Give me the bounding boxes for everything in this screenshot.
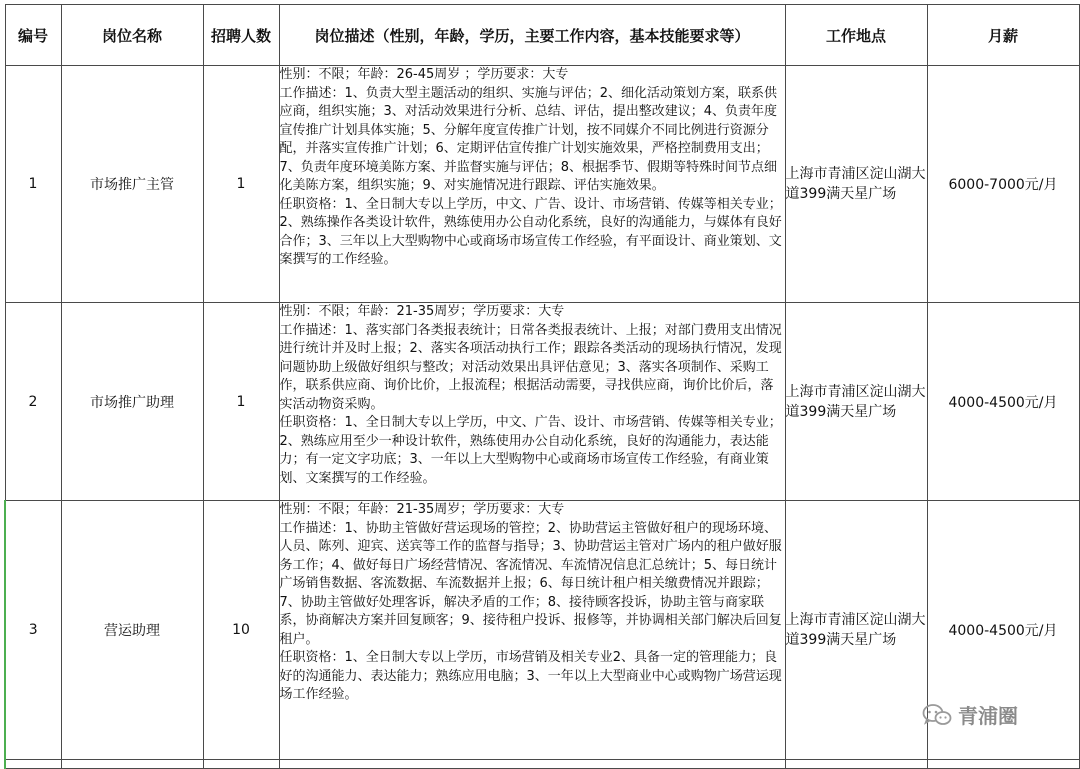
- wechat-icon: [922, 703, 952, 727]
- job-table: [4, 4, 1080, 769]
- table-row: [5, 66, 1079, 303]
- header-desc: 岗位描述（性别，年龄，学历，主要工作内容，基本技能要求等）: [279, 5, 785, 66]
- header-row: [5, 5, 1079, 66]
- row-salary: 4000-4500元/月: [927, 303, 1079, 501]
- header-location: 工作地点: [785, 5, 927, 66]
- desc-duties: 工作描述：1、负责大型主题活动的组织、实施与评估；2、细化活动策划方案，联系供应商，组织实施；3、对活动效果进行分析、总结、评估，提出整改建议；4、负责年度宣传推广计划具体实施；5、分解年度宣传推广计划，按不同媒介不同比例进行资源分配，并落实宣传推广计划；6、定期评估宣传推广计划实施效果，严格控制费用支出；7、负责年度环境美陈方案、并监督实施与评估；8、根据季节、假期等特殊时间节点细化美陈方案，组织实施；9、对实施情况进行跟踪、评估实施效果。: [279, 85, 778, 193]
- header-count: 招聘人数: [203, 5, 279, 66]
- row-location: 上海市青浦区淀山湖大道399满天星广场: [785, 66, 927, 303]
- row-title: 市场推广主管: [61, 66, 203, 303]
- desc-requirements: 性别：不限；年龄：26-45周岁 ；学历要求：大专: [279, 67, 569, 82]
- desc-qualifications: 任职资格：1、全日制大专以上学历，市场营销及相关专业2、具备一定的管理能力；良好的沟通能力、表达能力；熟练应用电脑；3、一年以上大型商业中心或购物广场营运现场工作经验。: [279, 650, 782, 702]
- header-salary: 月薪: [927, 5, 1079, 66]
- row-location: 上海市青浦区淀山湖大道399满天星广场: [785, 501, 927, 760]
- table-row: [5, 501, 1079, 760]
- row-no: 2: [5, 303, 61, 501]
- watermark-text: 青浦圈: [958, 704, 1018, 728]
- row-location: 上海市青浦区淀山湖大道399满天星广场: [785, 303, 927, 501]
- row-desc: [279, 66, 785, 303]
- table-row: [5, 303, 1079, 501]
- row-title: 营运助理: [61, 501, 203, 760]
- row-no: 3: [5, 501, 61, 760]
- row-salary: 6000-7000元/月: [927, 66, 1079, 303]
- row-count: 10: [203, 501, 279, 760]
- watermark: [922, 700, 1018, 729]
- row-salary: 4000-4500元/月: [927, 501, 1079, 760]
- desc-duties: 工作描述：1、协助主管做好营运现场的管控；2、协助营运主管做好租户的现场环境、人员、陈列、迎宾、送宾等工作的监督与指导；3、协助营运主管对广场内的租户做好服务工作；4、做好每日广场经营情况、客流情况、车流情况信息汇总统计；5、每日统计广场销售数据、客流数据、车流数据并上报；6、每日统计租户相关缴费情况并跟踪；7、协助主管做好处理客诉，解决矛盾的工作；8、接待顾客投诉，协助主管与商家联系，协商解决方案并回复顾客；9、接待租户投诉、报修等，并协调相关部门解决后回复租户。: [279, 520, 782, 647]
- desc-duties: 工作描述：1、落实部门各类报表统计；日常各类报表统计、上报；对部门费用支出情况进行统计并及时上报；2、落实各项活动执行工作；跟踪各类活动的现场执行情况，发现问题协助上级做好组织与整改；对活动效果出具评估意见；3、落实各项制作、采购工作，联系供应商、询价比价，上报流程；根据活动需要，寻找供应商，询价比价后，落实活动物资采购。: [279, 322, 782, 412]
- row-title: 市场推广助理: [61, 303, 203, 501]
- row-desc: [279, 501, 785, 760]
- header-title: 岗位名称: [61, 5, 203, 66]
- desc-requirements: 性别：不限；年龄：21-35周岁；学历要求：大专: [279, 502, 565, 517]
- table-row-partial: [5, 760, 1079, 769]
- row-count: 1: [203, 303, 279, 501]
- desc-requirements: 性别：不限；年龄：21-35周岁；学历要求：大专: [279, 304, 565, 319]
- row-count: 1: [203, 66, 279, 303]
- desc-qualifications: 任职资格：1、全日制大专以上学历，中文、广告、设计、市场营销、传媒等相关专业；2、熟练应用至少一种设计软件，熟练使用办公自动化系统，良好的沟通能力，表达能力；有一定文字功底；3、一年以上大型购物中心或商场市场宣传工作经验，有商业策划、文案撰写的工作经验。: [279, 415, 782, 486]
- row-no: 1: [5, 66, 61, 303]
- row-desc: [279, 303, 785, 501]
- header-no: 编号: [5, 5, 61, 66]
- desc-qualifications: 任职资格：1、全日制大专以上学历，中文、广告、设计、市场营销、传媒等相关专业；2、熟练操作各类设计软件，熟练使用办公自动化系统，良好的沟通能力，与媒体有良好合作；3、三年以上大型购物中心或商场市场宣传工作经验，有平面设计、商业策划、文案撰写的工作经验。: [279, 196, 782, 267]
